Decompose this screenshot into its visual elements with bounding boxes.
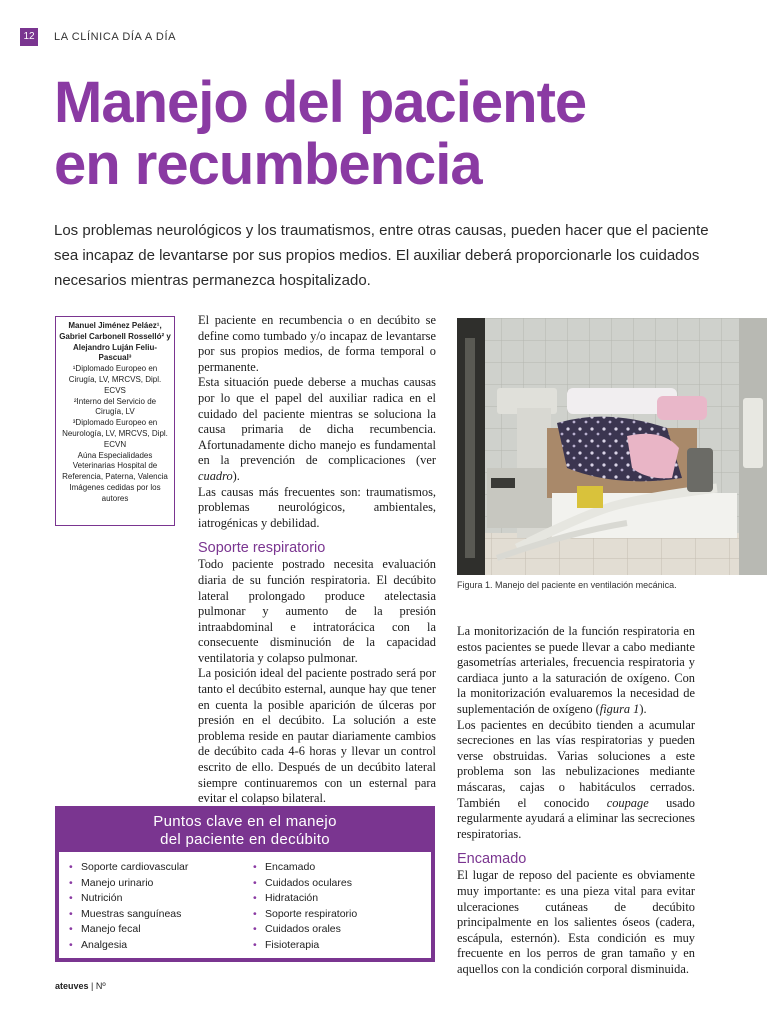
paragraph: El paciente en recumbencia o en decúbito se define como tumbado y/o incapaz de levantarse por sus propios medios, de forma temporal o permanente. (198, 313, 436, 374)
key-points-box (55, 806, 435, 962)
title-line-2: en recumbencia (54, 132, 482, 197)
coupage-term: coupage (606, 795, 649, 810)
author-names: Manuel Jiménez Peláez¹, Gabriel Carbonell Rosselló² y Alejandro Luján Feliu-Pascual³ (59, 321, 171, 363)
affiliation: ²Interno del Servicio de Cirugía, LV (73, 396, 157, 417)
text-span: ). (639, 701, 647, 716)
issue-number: | Nº (91, 981, 106, 991)
author-box (55, 316, 175, 526)
list-item: • Cuidados oculares (253, 876, 357, 892)
paragraph: Las causas más frecuentes son: traumatismos, problemas neurológicos, ambientales, iatrogénicas y debilidad. (198, 484, 436, 530)
figure-reference: figura 1 (599, 701, 640, 716)
list-item: • Encamado (253, 860, 357, 876)
figure-1-photo (457, 318, 767, 575)
affiliation: ¹Diplomado Europeo en Cirugía, LV, MRCVS, Dipl. ECVS (68, 364, 162, 395)
section-label: LA CLÍNICA DÍA A DÍA (54, 31, 177, 43)
list-item: • Muestras sanguíneas (69, 907, 188, 923)
paragraph: El lugar de reposo del paciente es obviamente muy importante: es una pieza vital para evitar ulceraciones cutáneas de decúbito principalmente en los salientes óseos (cadera, escápula, esternón). Esta condición es muy frecuente en los perros de gran tamaño y en aquellos con la condición corporal disminuida. (457, 868, 695, 976)
list-item: • Soporte cardiovascular (69, 860, 188, 876)
paragraph (457, 624, 695, 718)
key-points-title-line-2: del paciente en decúbito (160, 831, 330, 848)
page-footer (55, 981, 106, 991)
list-item: • Manejo urinario (69, 876, 188, 892)
article-column-2 (457, 624, 695, 977)
key-points-title-line-1: Puntos clave en el manejo (153, 813, 337, 830)
lead-paragraph: Los problemas neurológicos y los traumatismos, entre otras causas, pueden hacer que el paciente sea incapaz de levantarse por sus propios medios. El auxiliar deberá proporcionarle los cuidados necesarios mientras permanezca hospitalizado. (54, 222, 709, 289)
ventilation-photo-illustration (457, 318, 767, 575)
paragraph (198, 375, 436, 484)
cuadro-reference: cuadro (198, 468, 233, 483)
text-span: Los pacientes en decúbito tienden a acumular secreciones en las vías respiratorias y pueden verse obstruidas. Varias soluciones a este problema son las nebulizaciones mediante máscaras, cajas o habitáculos cerrados. También el conocido (457, 717, 695, 810)
text-span: Esta situación puede deberse a muchas causas por lo que el papel del auxiliar radica en el cuidado del paciente mientras se soluciona la causa primaria de dicha recumbencia. Afortunadamente dicho manejo es fundamental en la prevención de complicaciones (ver (198, 375, 436, 468)
image-credit: Imágenes cedidas por los autores (69, 482, 161, 503)
article-title (54, 72, 734, 196)
list-item: • Hidratación (253, 891, 357, 907)
page-number: 12 (20, 28, 38, 46)
affiliation: Aúna Especialidades Veterinarias Hospital de Referencia, Paterna, Valencia (62, 450, 168, 482)
article-column-1 (198, 313, 436, 807)
list-item: • Soporte respiratorio (253, 907, 357, 923)
list-item: • Cuidados orales (253, 922, 357, 938)
key-points-list-right (253, 860, 357, 954)
title-line-1: Manejo del paciente (54, 70, 587, 135)
list-item: • Manejo fecal (69, 922, 188, 938)
key-points-title (59, 810, 431, 852)
list-item: • Nutrición (69, 891, 188, 907)
section-heading-soporte-respiratorio: Soporte respiratorio (198, 540, 326, 557)
section-heading-encamado: Encamado (457, 851, 527, 868)
figure-caption: Figura 1. Manejo del paciente en ventilación mecánica. (457, 580, 677, 590)
affiliation: ³Diplomado Europeo en Neurología, LV, MRCVS, Dipl. ECVN (62, 418, 168, 449)
text-span: La monitorización de la función respiratoria en estos pacientes se puede llevar a cabo mediante gasometrías arteriales, frecuencia respiratoria y cardiaca junto a la saturación de oxígeno. Con la monitorización evaluaremos la necesidad de suplementación de oxígeno ( (457, 624, 695, 716)
magazine-brand: ateuves (55, 981, 89, 991)
key-points-list-left (69, 860, 188, 954)
text-span: ). (232, 468, 240, 483)
list-item: • Analgesia (69, 938, 188, 954)
paragraph: Todo paciente postrado necesita evaluación diaria de su función respiratoria. El decúbito lateral prolongado produce atelectasia pulmonar y aumento de la presión intraabdominal e intratorácica con la consecuente disminución de la capacidad ventilatoria y colapso pulmonar. (198, 557, 436, 665)
paragraph: La posición ideal del paciente postrado será por tanto el decúbito esternal, aunque hay que tener en cuenta la posible aparición de úlceras por presión en el decúbito. La solución a este problema reside en pautar diariamente cambios de decúbito cada 4-6 horas y llevar un control escrito de ello. Después de un decúbito lateral siempre continuaremos con un esternal para evitar el colapso bilateral. (198, 666, 436, 806)
paragraph (457, 718, 695, 843)
text-span: usado regularmente ayudará a eliminar las secreciones respiratorias. (457, 795, 696, 841)
list-item: • Fisioterapia (253, 938, 357, 954)
